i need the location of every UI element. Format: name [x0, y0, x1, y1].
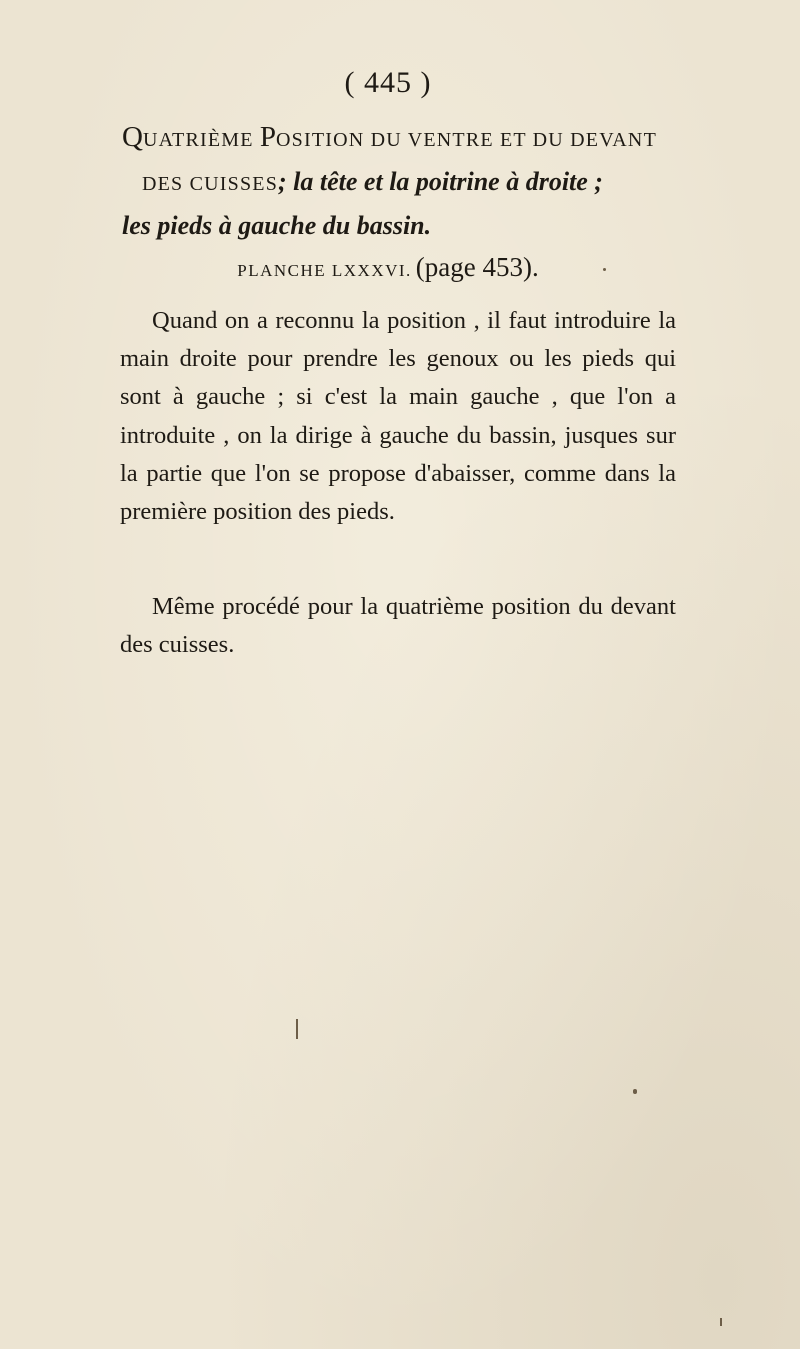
- section-heading: [122, 116, 682, 248]
- heading-word-quatrieme: UATRIÈME: [142, 129, 260, 151]
- heading-line2-lead: DES CUISSES: [142, 173, 279, 195]
- heading-line-1: [122, 116, 682, 161]
- paper-speck-mark: [603, 268, 606, 271]
- heading-initial-p: P: [259, 121, 276, 153]
- heading-line1-tail: DU VENTRE ET DU DEVANT: [370, 129, 657, 151]
- plate-page-ref: (page 453).: [415, 252, 539, 282]
- page-number: ( 445 ): [344, 66, 432, 99]
- paper-speck-mark: [633, 1089, 637, 1094]
- body-paragraph-2: Même procédé pour la quatrième position du devant des cuisses.: [120, 593, 676, 659]
- heading-line2-italic: ; la tête et la poitrine à droite ;: [278, 167, 603, 196]
- plate-label: PLANCHE LXXXVI.: [237, 261, 412, 280]
- plate-reference: [0, 252, 776, 283]
- heading-word-position: OSITION: [276, 129, 371, 151]
- heading-line3-italic: les pieds à gauche du bassin.: [122, 211, 432, 240]
- paper-speck-mark: [296, 1019, 298, 1039]
- heading-line-2: [122, 161, 682, 205]
- paper-speck-mark: [720, 1318, 722, 1326]
- heading-line-3: [122, 205, 682, 248]
- heading-initial-q: Q: [122, 121, 143, 153]
- body-paragraph-1: Quand on a reconnu la position , il faut introduire la main droite pour prendre les genoux ou les pieds qui sont à gauche ; si c'est la main gauche , que l'on a introduite , on la dirige à gauche du bassin, jusques sur la partie que l'on se propose d'abaisser, comme dans la première position des pieds.: [120, 307, 676, 526]
